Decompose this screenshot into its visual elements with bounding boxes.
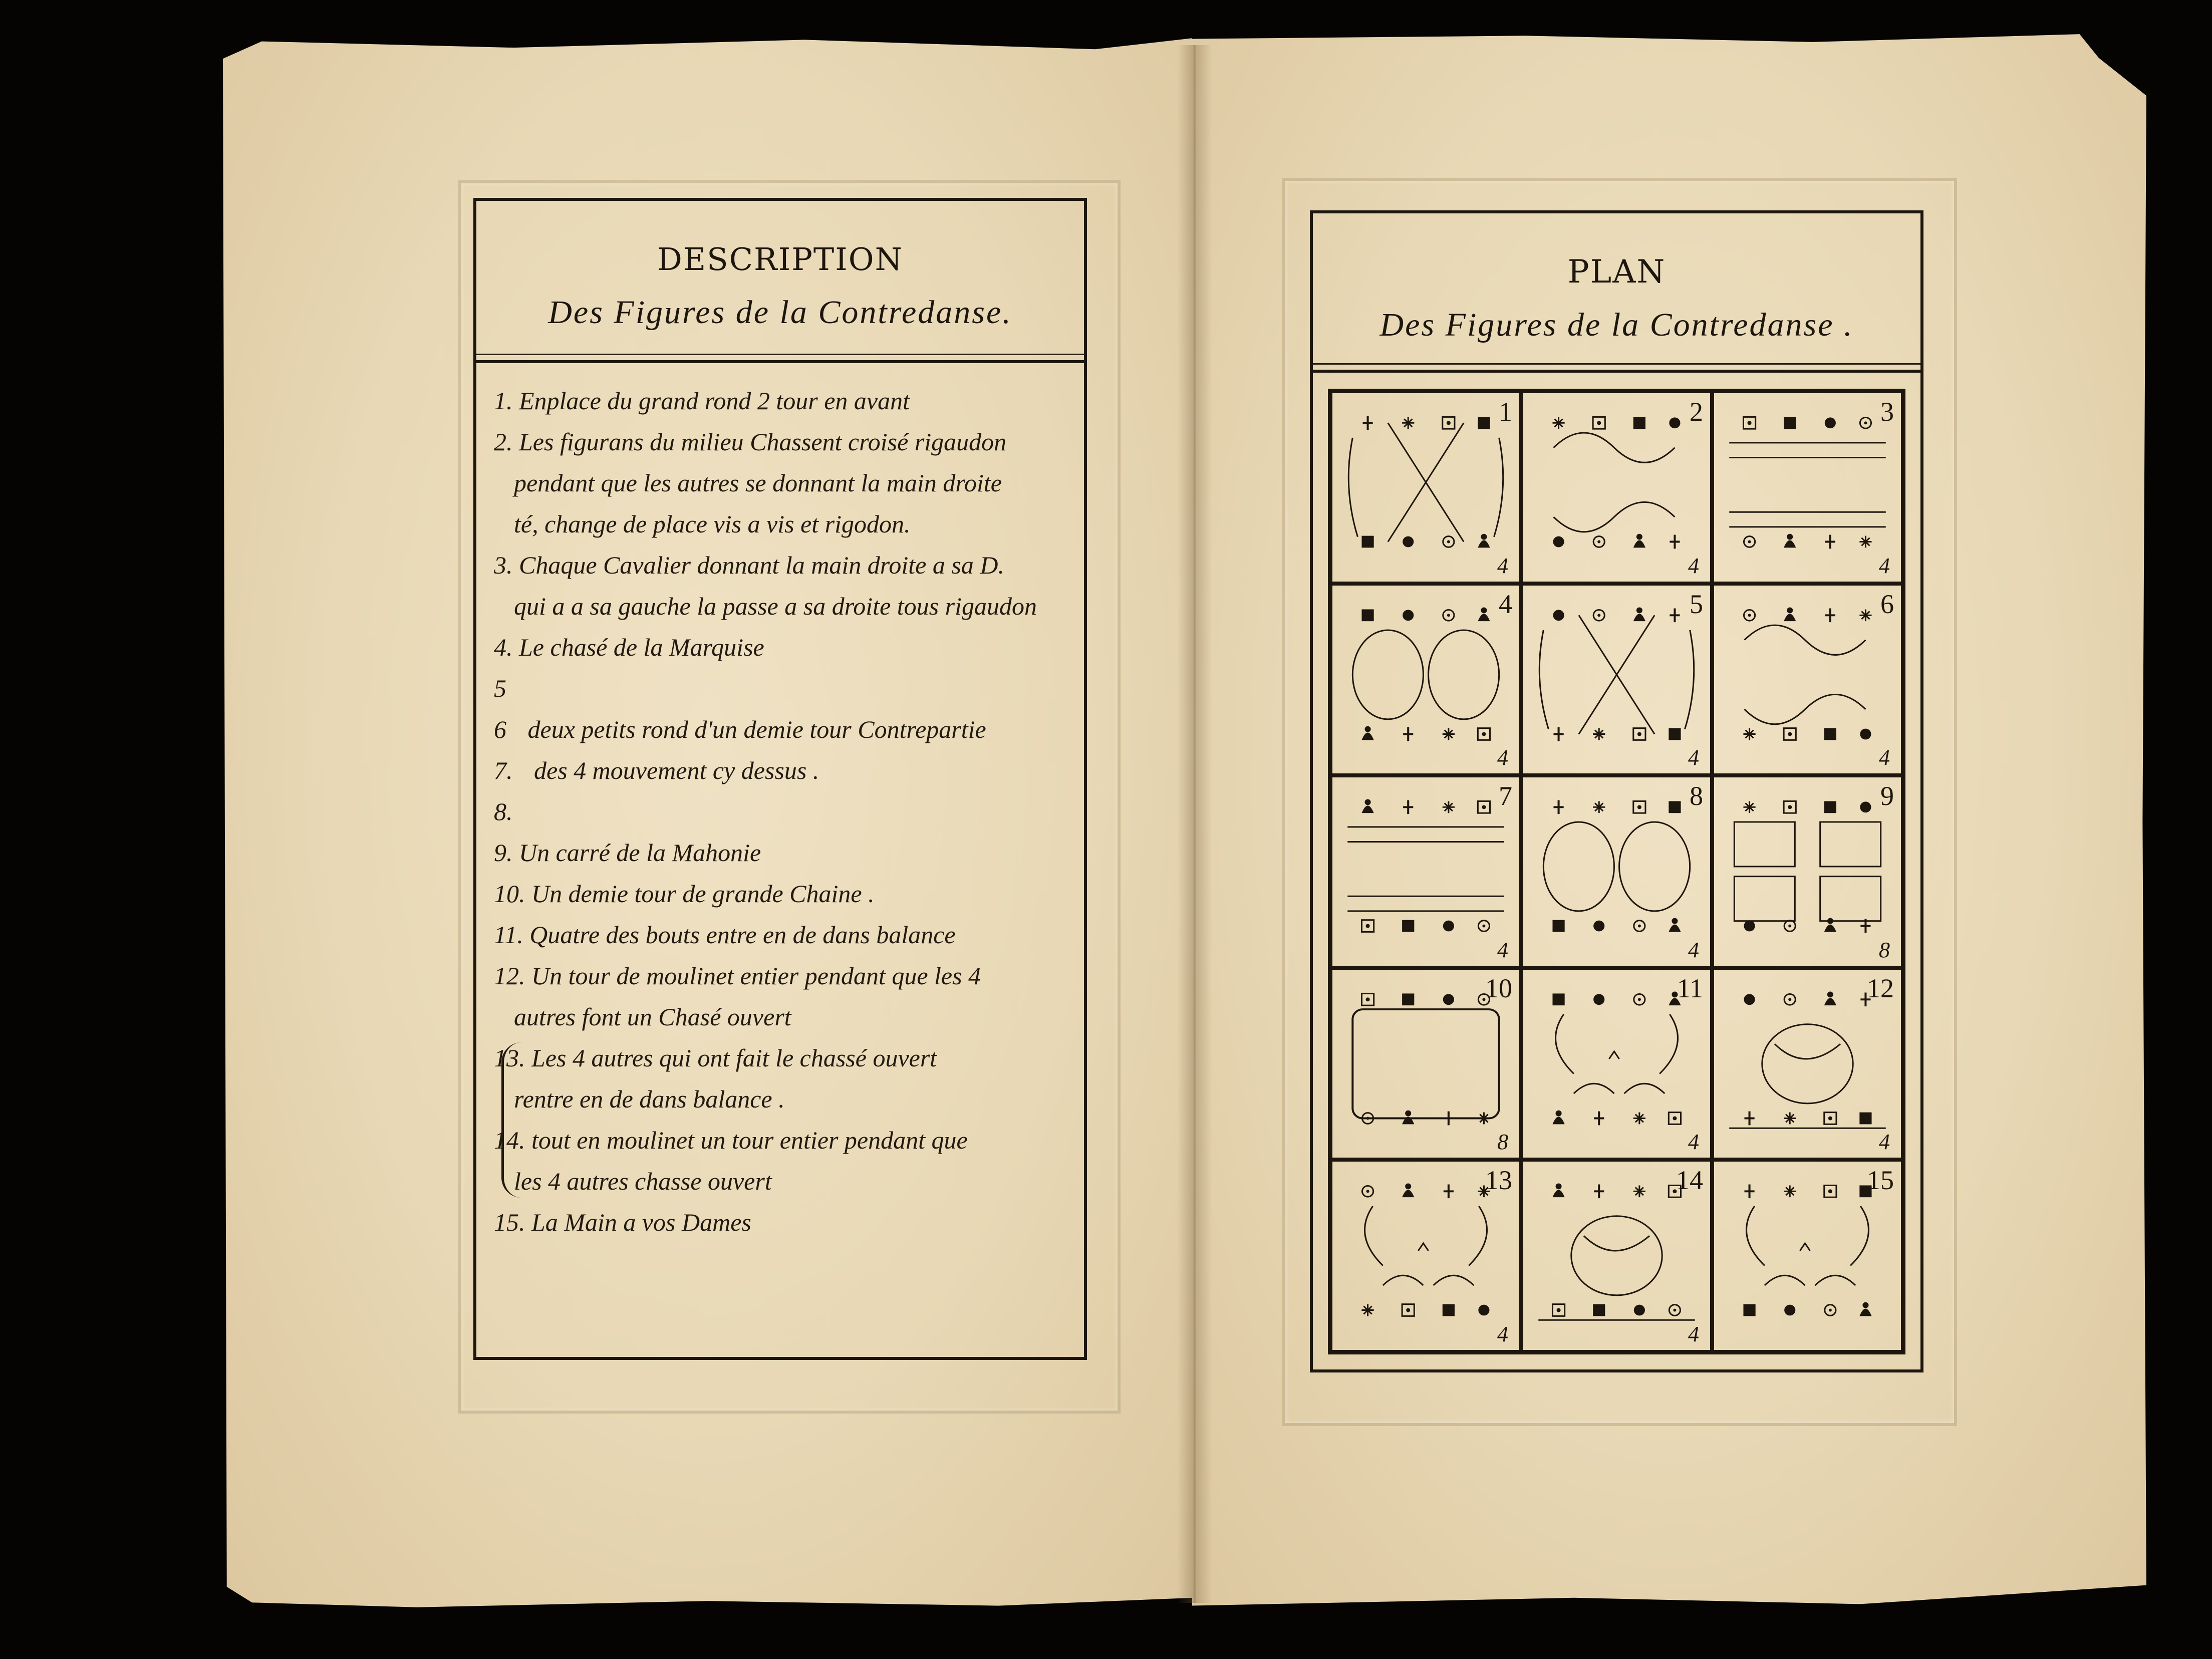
line-text: des 4 mouvement cy dessus . xyxy=(527,756,819,784)
figure-cell xyxy=(1712,968,1903,1160)
figure-measure: 4 xyxy=(1879,745,1890,770)
line-text: Les figurans du milieu Chassent croisé rigaudon xyxy=(512,428,1007,456)
book-gutter xyxy=(1177,45,1212,1603)
figure-number: 1 xyxy=(1499,397,1512,427)
figure-diagram xyxy=(1332,393,1519,582)
page-subtitle: Des Figures de la Contredanse . xyxy=(1379,307,1854,343)
figure-measure: 4 xyxy=(1879,1130,1890,1155)
figure-cell xyxy=(1712,584,1903,776)
figure-cell xyxy=(1330,1160,1521,1352)
figure-number: 15 xyxy=(1867,1165,1894,1196)
figure-cell xyxy=(1521,391,1712,584)
description-line xyxy=(494,838,761,867)
line-text: Un carré de la Mahonie xyxy=(512,839,761,867)
line-text: Enplace du grand rond 2 tour en avant xyxy=(512,387,910,415)
line-text: Les 4 autres qui ont fait le chassé ouvert xyxy=(525,1044,937,1072)
line-number: 1. xyxy=(494,387,513,415)
description-line xyxy=(494,674,521,703)
line-text: qui a a sa gauche la passe a sa droite tous rigaudon xyxy=(514,592,1037,620)
line-number: 6 xyxy=(494,715,506,743)
line-text: Un demie tour de grande Chaine . xyxy=(525,880,875,908)
line-text: Quatre des bouts entre en de dans balance xyxy=(523,921,956,949)
line-number: 11. xyxy=(494,921,523,949)
page-subtitle: Des Figures de la Contredanse. xyxy=(548,294,1012,331)
line-text: deux petits rond d'un demie tour Contrepartie xyxy=(521,715,986,743)
figure-measure: 4 xyxy=(1688,745,1699,770)
description-line xyxy=(494,1167,772,1196)
line-number: 8. xyxy=(494,797,513,825)
plan-frame xyxy=(1310,210,1923,1372)
line-number: 5 xyxy=(494,674,506,702)
description-line xyxy=(494,1043,937,1072)
figure-diagram xyxy=(1714,586,1901,774)
figure-measure: 4 xyxy=(1497,937,1508,962)
plan-header xyxy=(1313,213,1920,373)
description-line xyxy=(494,715,986,744)
figure-measure: 4 xyxy=(1497,1322,1508,1346)
figure-diagram xyxy=(1332,777,1519,966)
page-title: PLAN xyxy=(1567,253,1666,291)
description-line xyxy=(494,1208,751,1237)
figure-number: 5 xyxy=(1690,589,1703,619)
line-text: Le chasé de la Marquise xyxy=(512,633,764,661)
description-line xyxy=(494,920,956,949)
line-number: 7. xyxy=(494,756,513,784)
figure-cell xyxy=(1330,775,1521,968)
figure-number: 2 xyxy=(1690,397,1703,427)
line-text: les 4 autres chasse ouvert xyxy=(514,1167,772,1195)
line-number: 4. xyxy=(494,633,513,661)
figure-measure: 4 xyxy=(1497,553,1508,578)
description-line xyxy=(494,1126,968,1155)
figure-measure: 4 xyxy=(1688,553,1699,578)
line-text: autres font un Chasé ouvert xyxy=(514,1003,791,1031)
figure-diagram xyxy=(1523,393,1710,582)
line-number: 12. xyxy=(494,962,525,990)
line-text: Chaque Cavalier donnant la main droite a sa D. xyxy=(512,551,1004,579)
figure-diagram xyxy=(1714,777,1901,966)
description-line xyxy=(494,468,1002,497)
figure-measure: 4 xyxy=(1688,1130,1699,1155)
figure-diagram xyxy=(1332,586,1519,774)
figure-number: 11 xyxy=(1677,973,1703,1003)
page-title: DESCRIPTION xyxy=(657,241,903,278)
figure-measure: 4 xyxy=(1497,745,1508,770)
description-line xyxy=(494,550,1004,580)
description-line xyxy=(494,427,1006,456)
brace-mark xyxy=(501,1042,524,1198)
line-number: 10. xyxy=(494,880,525,908)
figure-cell xyxy=(1712,1160,1903,1352)
figure-number: 9 xyxy=(1880,781,1894,811)
description-line xyxy=(494,879,875,908)
figure-cell xyxy=(1712,391,1903,584)
figure-number: 3 xyxy=(1880,397,1894,427)
figure-diagram xyxy=(1523,586,1710,774)
description-line xyxy=(494,961,981,990)
line-text: rentre en de dans balance . xyxy=(514,1085,785,1113)
line-text: tout en moulinet un tour entier pendant que xyxy=(525,1126,968,1154)
figure-cell xyxy=(1521,968,1712,1160)
figure-diagram xyxy=(1523,777,1710,966)
figure-measure: 4 xyxy=(1879,553,1890,578)
figure-number: 6 xyxy=(1880,589,1894,619)
figure-measure: 4 xyxy=(1688,937,1699,962)
line-text: té, change de place vis a vis et rigodon. xyxy=(514,510,911,538)
figure-number: 4 xyxy=(1499,589,1512,619)
figure-cell xyxy=(1330,968,1521,1160)
figure-number: 13 xyxy=(1485,1165,1512,1196)
figure-measure: 8 xyxy=(1879,937,1890,962)
description-line xyxy=(494,509,910,538)
line-number: 15. xyxy=(494,1208,525,1236)
figure-cell xyxy=(1712,775,1903,968)
line-number: 9. xyxy=(494,839,513,867)
figure-cell xyxy=(1521,584,1712,776)
figure-number: 12 xyxy=(1867,973,1894,1003)
description-line xyxy=(494,386,910,415)
line-text: La Main a vos Dames xyxy=(525,1208,751,1236)
figure-measure: 8 xyxy=(1497,1130,1508,1155)
figure-measure: 4 xyxy=(1688,1322,1699,1346)
line-text: pendant que les autres se donnant la main droite xyxy=(514,469,1002,497)
line-number: 13. xyxy=(494,1044,525,1072)
description-frame xyxy=(473,198,1087,1360)
figure-diagram xyxy=(1714,393,1901,582)
figure-number: 14 xyxy=(1676,1165,1703,1196)
figure-grid xyxy=(1328,389,1905,1354)
line-number: 14. xyxy=(494,1126,525,1154)
description-line xyxy=(494,797,528,826)
figure-cell xyxy=(1330,391,1521,584)
description-header xyxy=(476,201,1084,363)
line-text: Un tour de moulinet entier pendant que les 4 xyxy=(525,962,981,990)
figure-number: 7 xyxy=(1499,781,1512,811)
description-line xyxy=(494,756,819,785)
description-line xyxy=(494,633,764,662)
line-number: 2. xyxy=(494,428,513,456)
figure-number: 10 xyxy=(1485,973,1512,1003)
figure-cell xyxy=(1521,775,1712,968)
line-number: 3. xyxy=(494,551,513,579)
figure-cell xyxy=(1521,1160,1712,1352)
figure-number: 8 xyxy=(1690,781,1703,811)
figure-cell xyxy=(1330,584,1521,776)
description-line xyxy=(494,592,1037,621)
description-line xyxy=(494,1084,785,1114)
description-line xyxy=(494,1002,791,1031)
